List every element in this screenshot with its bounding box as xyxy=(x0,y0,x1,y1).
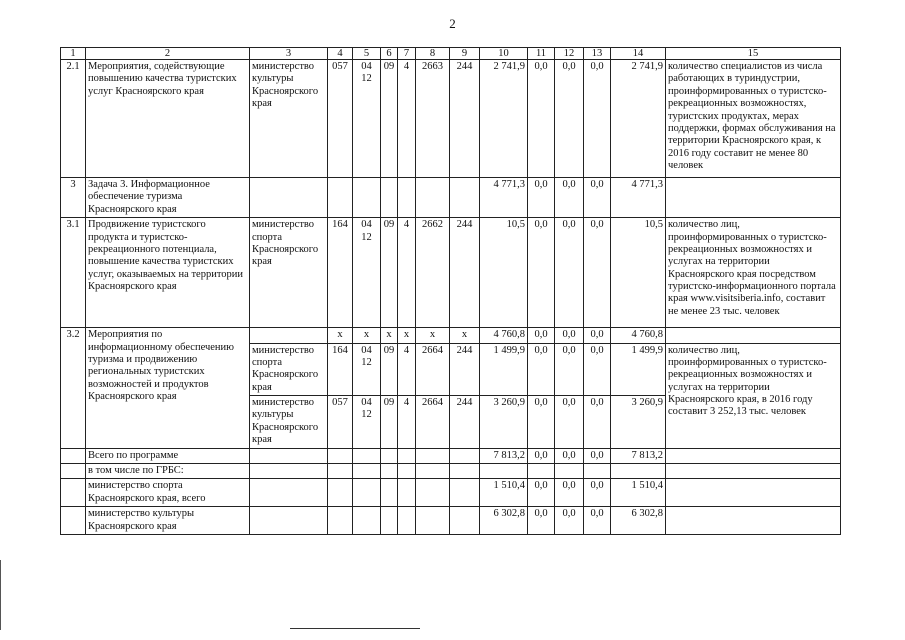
cell-c13: 0,0 xyxy=(584,507,611,535)
empty-cell xyxy=(450,507,480,535)
empty-cell xyxy=(398,479,416,507)
empty-cell xyxy=(666,463,841,478)
cell-c13: 0,0 xyxy=(584,343,611,396)
cell-c14: 1 510,4 xyxy=(611,479,666,507)
row-name: Продвижение туристского продукта и туристско-рекреационного потенциала, повышение качества туристских услуг, оказываемых на территории Красноярского края xyxy=(86,218,250,328)
row-result: количество лиц, проинформированных о туристско-рекреационных возможностях и услугах на территории Красноярского края, в 2016 году составит 3 252,13 тыс. человек xyxy=(666,343,841,448)
header-cell: 5 xyxy=(353,48,381,60)
row-ministry: министерство спорта Красноярского края xyxy=(250,343,328,396)
cell-c7: 4 xyxy=(398,396,416,449)
empty-cell xyxy=(398,463,416,478)
cell-c9: 244 xyxy=(450,396,480,449)
row-number: 2.1 xyxy=(61,60,86,178)
row-name: министерство спорта Красноярского края, всего xyxy=(86,479,250,507)
empty-cell xyxy=(398,448,416,463)
row-name: Мероприятия, содействующие повышению качества туристских услуг Красноярского края xyxy=(86,60,250,178)
cell-c11: 0,0 xyxy=(528,343,555,396)
cell-c10: 10,5 xyxy=(480,218,528,328)
header-cell: 13 xyxy=(584,48,611,60)
empty-cell xyxy=(381,463,398,478)
header-cell: 12 xyxy=(555,48,584,60)
empty-cell xyxy=(250,328,328,343)
header-cell: 14 xyxy=(611,48,666,60)
cell-c8: 2664 xyxy=(416,396,450,449)
empty-cell xyxy=(450,479,480,507)
cell-c13: 0,0 xyxy=(584,60,611,178)
empty-cell xyxy=(528,463,555,478)
cell-c13: 0,0 xyxy=(584,479,611,507)
header-cell: 4 xyxy=(328,48,353,60)
empty-cell xyxy=(416,463,450,478)
row-name: министерство культуры Красноярского края xyxy=(86,507,250,535)
row-number: 3 xyxy=(61,178,86,218)
cell-c5: 04 12 xyxy=(353,343,381,396)
empty-cell xyxy=(328,507,353,535)
cell-c12: 0,0 xyxy=(555,328,584,343)
table-row xyxy=(61,479,841,507)
table-row xyxy=(61,178,841,218)
empty-cell xyxy=(353,507,381,535)
empty-cell xyxy=(328,448,353,463)
empty-cell xyxy=(328,479,353,507)
row-number: 3.1 xyxy=(61,218,86,328)
header-cell: 15 xyxy=(666,48,841,60)
row-number: 3.2 xyxy=(61,328,86,448)
empty-cell xyxy=(450,463,480,478)
header-row xyxy=(61,48,841,60)
table-row xyxy=(61,218,841,328)
cell-c13: 0,0 xyxy=(584,396,611,449)
empty-cell xyxy=(250,448,328,463)
header-cell: 1 xyxy=(61,48,86,60)
scan-edge-line xyxy=(0,560,1,630)
cell-c10: 1 510,4 xyxy=(480,479,528,507)
empty-cell xyxy=(398,507,416,535)
empty-cell xyxy=(416,479,450,507)
empty-cell xyxy=(381,178,398,218)
bottom-rule xyxy=(290,628,420,629)
cell-c11: 0,0 xyxy=(528,448,555,463)
empty-cell xyxy=(555,463,584,478)
cell-c4: 057 xyxy=(328,396,353,449)
cell-c14: 7 813,2 xyxy=(611,448,666,463)
cell-c5: 04 12 xyxy=(353,60,381,178)
empty-cell xyxy=(416,448,450,463)
cell-c14: 4 771,3 xyxy=(611,178,666,218)
empty-cell xyxy=(611,463,666,478)
cell-c6: 09 xyxy=(381,218,398,328)
cell-c11: 0,0 xyxy=(528,479,555,507)
empty-cell xyxy=(250,463,328,478)
cell-c12: 0,0 xyxy=(555,396,584,449)
cell-c7: 4 xyxy=(398,343,416,396)
cell-c14: 1 499,9 xyxy=(611,343,666,396)
page-number: 2 xyxy=(449,16,456,31)
cell-c9: х xyxy=(450,328,480,343)
cell-c10: 6 302,8 xyxy=(480,507,528,535)
cell-c7: х xyxy=(398,328,416,343)
empty-cell xyxy=(666,178,841,218)
table-row xyxy=(61,60,841,178)
row-name: Задача 3. Информационное обеспечение туризма Красноярского края xyxy=(86,178,250,218)
row-result: количество лиц, проинформированных о туристско-рекреационных возможностях и услугах на территории Красноярского края посредством туристско-информационного портала края www.visitsiberia.info, составит не менее 23 тыс. человек xyxy=(666,218,841,328)
header-cell: 3 xyxy=(250,48,328,60)
empty-cell xyxy=(416,178,450,218)
cell-c11: 0,0 xyxy=(528,178,555,218)
cell-c12: 0,0 xyxy=(555,479,584,507)
cell-c14: 10,5 xyxy=(611,218,666,328)
empty-cell xyxy=(61,479,86,507)
cell-c6: 09 xyxy=(381,60,398,178)
cell-c11: 0,0 xyxy=(528,396,555,449)
row-ministry: министерство культуры Красноярского края xyxy=(250,60,328,178)
cell-c12: 0,0 xyxy=(555,178,584,218)
empty-cell xyxy=(353,479,381,507)
empty-cell xyxy=(416,507,450,535)
cell-c14: 6 302,8 xyxy=(611,507,666,535)
header-cell: 2 xyxy=(86,48,250,60)
table-row xyxy=(61,448,841,463)
cell-c10: 4 760,8 xyxy=(480,328,528,343)
cell-c6: 09 xyxy=(381,343,398,396)
row-result: количество специалистов из числа работающих в туриндустрии, проинформированных о туристско-рекреационных возможностях, туристских продуктах, мерах поддержки, формах обслуживания на территории Красноярского края, к 2016 году составит не менее 80 человек xyxy=(666,60,841,178)
empty-cell xyxy=(61,507,86,535)
cell-c12: 0,0 xyxy=(555,507,584,535)
cell-c5: 04 12 xyxy=(353,396,381,449)
header-cell: 6 xyxy=(381,48,398,60)
cell-c9: 244 xyxy=(450,343,480,396)
empty-cell xyxy=(381,479,398,507)
cell-c7: 4 xyxy=(398,60,416,178)
empty-cell xyxy=(250,479,328,507)
cell-c12: 0,0 xyxy=(555,343,584,396)
cell-c8: 2663 xyxy=(416,60,450,178)
cell-c6: 09 xyxy=(381,396,398,449)
empty-cell xyxy=(666,507,841,535)
empty-cell xyxy=(353,448,381,463)
empty-cell xyxy=(666,328,841,343)
header-cell: 8 xyxy=(416,48,450,60)
cell-c8: 2662 xyxy=(416,218,450,328)
cell-c10: 3 260,9 xyxy=(480,396,528,449)
cell-c10: 7 813,2 xyxy=(480,448,528,463)
cell-c4: х xyxy=(328,328,353,343)
table-row xyxy=(61,328,841,343)
empty-cell xyxy=(353,463,381,478)
empty-cell xyxy=(450,178,480,218)
cell-c10: 2 741,9 xyxy=(480,60,528,178)
program-table xyxy=(60,47,841,535)
empty-cell xyxy=(584,463,611,478)
cell-c8: 2664 xyxy=(416,343,450,396)
cell-c10: 1 499,9 xyxy=(480,343,528,396)
table-row xyxy=(61,463,841,478)
cell-c11: 0,0 xyxy=(528,60,555,178)
row-name: Мероприятия по информационному обеспечению туризма и продвижению региональных туристских возможностей и продуктов Красноярского края xyxy=(86,328,250,448)
cell-c6: х xyxy=(381,328,398,343)
empty-cell xyxy=(328,463,353,478)
cell-c13: 0,0 xyxy=(584,218,611,328)
cell-c12: 0,0 xyxy=(555,218,584,328)
row-name: в том числе по ГРБС: xyxy=(86,463,250,478)
empty-cell xyxy=(398,178,416,218)
cell-c12: 0,0 xyxy=(555,60,584,178)
empty-cell xyxy=(381,507,398,535)
cell-c9: 244 xyxy=(450,218,480,328)
cell-c12: 0,0 xyxy=(555,448,584,463)
empty-cell xyxy=(61,463,86,478)
cell-c14: 3 260,9 xyxy=(611,396,666,449)
empty-cell xyxy=(250,178,328,218)
cell-c4: 057 xyxy=(328,60,353,178)
empty-cell xyxy=(353,178,381,218)
row-name: Всего по программе xyxy=(86,448,250,463)
cell-c14: 2 741,9 xyxy=(611,60,666,178)
cell-c11: 0,0 xyxy=(528,218,555,328)
cell-c13: 0,0 xyxy=(584,328,611,343)
empty-cell xyxy=(666,479,841,507)
header-cell: 11 xyxy=(528,48,555,60)
cell-c4: 164 xyxy=(328,218,353,328)
cell-c11: 0,0 xyxy=(528,328,555,343)
header-cell: 9 xyxy=(450,48,480,60)
empty-cell xyxy=(328,178,353,218)
empty-cell xyxy=(250,507,328,535)
empty-cell xyxy=(61,448,86,463)
cell-c10: 4 771,3 xyxy=(480,178,528,218)
empty-cell xyxy=(480,463,528,478)
cell-c13: 0,0 xyxy=(584,178,611,218)
header-cell: 10 xyxy=(480,48,528,60)
cell-c7: 4 xyxy=(398,218,416,328)
cell-c14: 4 760,8 xyxy=(611,328,666,343)
cell-c8: х xyxy=(416,328,450,343)
cell-c11: 0,0 xyxy=(528,507,555,535)
cell-c4: 164 xyxy=(328,343,353,396)
row-ministry: министерство культуры Красноярского края xyxy=(250,396,328,449)
empty-cell xyxy=(381,448,398,463)
cell-c9: 244 xyxy=(450,60,480,178)
header-cell: 7 xyxy=(398,48,416,60)
cell-c13: 0,0 xyxy=(584,448,611,463)
row-ministry: министерство спорта Красноярского края xyxy=(250,218,328,328)
empty-cell xyxy=(666,448,841,463)
cell-c5: х xyxy=(353,328,381,343)
cell-c5: 04 12 xyxy=(353,218,381,328)
table-row xyxy=(61,507,841,535)
empty-cell xyxy=(450,448,480,463)
